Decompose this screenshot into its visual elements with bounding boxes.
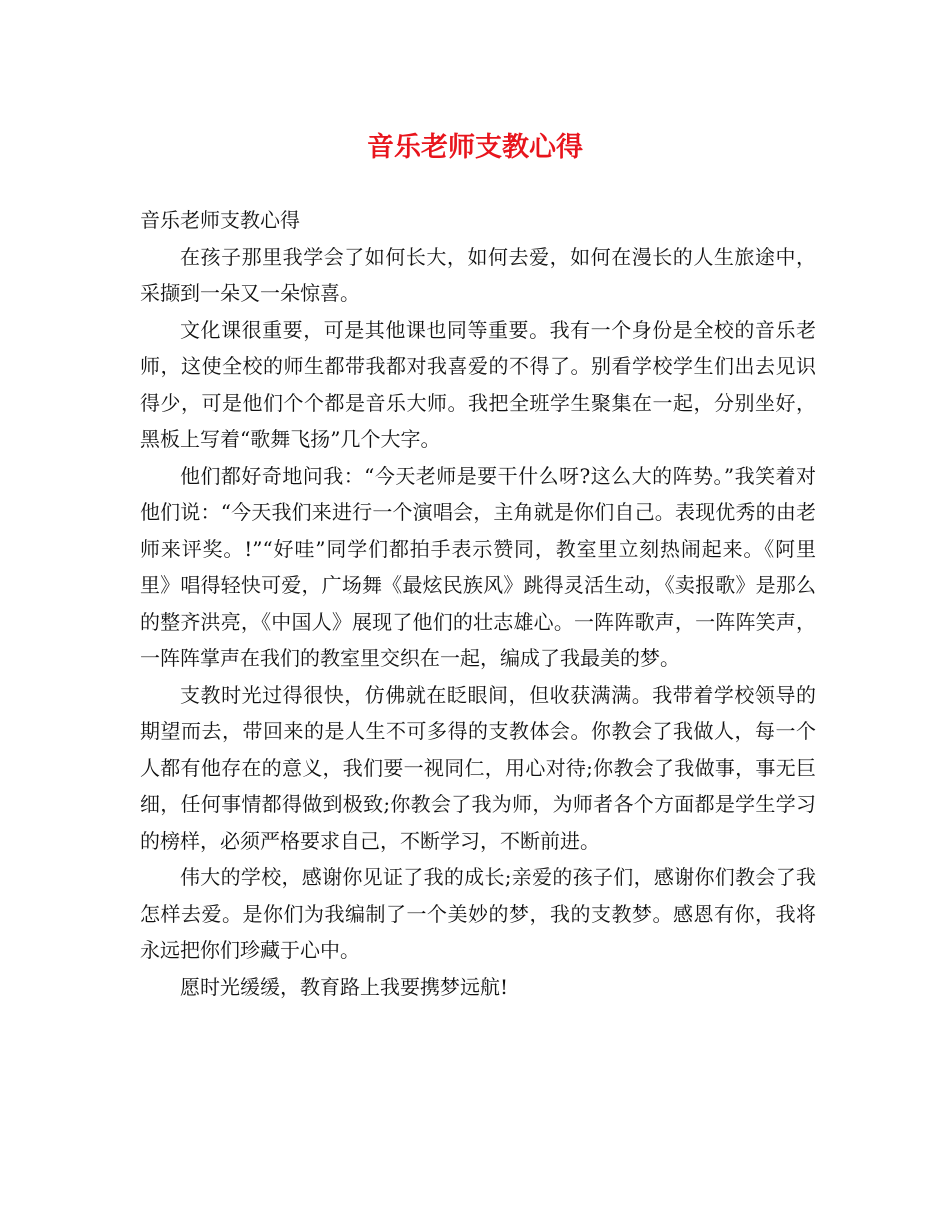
document-subtitle: 音乐老师支教心得 (140, 208, 300, 232)
paragraph: 文化课很重要，可是其他课也同等重要。我有一个身份是全校的音乐老师，这使全校的师生都带我都对我喜爱的不得了。别看学校学生们出去见识得少，可是他们个个都是音乐大师。我把全班学生聚集在一起，分别坐好，黑板上写着“歌舞飞扬”几个大字。 (140, 317, 816, 451)
paragraph: 在孩子那里我学会了如何长大，如何去爱，如何在漫长的人生旅途中，采撷到一朵又一朵惊喜。 (140, 244, 816, 305)
document-title: 音乐老师支教心得 (367, 132, 583, 163)
paragraph: 愿时光缓缓，教育路上我要携梦远航! (180, 974, 509, 999)
paragraph: 伟大的学校，感谢你见证了我的成长;亲爱的孩子们，感谢你们教会了我怎样去爱。是你们为我编制了一个美妙的梦，我的支教梦。感恩有你，我将永远把你们珍藏于心中。 (140, 865, 816, 962)
document-body (140, 202, 816, 1005)
paragraph: 他们都好奇地问我：“今天老师是要干什么呀?这么大的阵势。”我笑着对他们说：“今天我们来进行一个演唱会，主角就是你们自己。表现优秀的由老师来评奖。!”“好哇”同学们都拍手表示赞同，教室里立刻热闹起来。《阿里里》唱得轻快可爱，广场舞《最炫民族风》跳得灵活生动，《卖报歌》是那么的整齐洪亮，《中国人》展现了他们的壮志雄心。一阵阵歌声，一阵阵笑声，一阵阵掌声在我们的教室里交织在一起，编成了我最美的梦。 (140, 463, 816, 670)
paragraph: 支教时光过得很快，仿佛就在眨眼间，但收获满满。我带着学校领导的期望而去，带回来的是人生不可多得的支教体会。你教会了我做人，每一个人都有他存在的意义，我们要一视同仁，用心对待;你教会了我做事，事无巨细，任何事情都得做到极致;你教会了我为师，为师者各个方面都是学生学习的榜样，必须严格要求自己，不断学习，不断前进。 (140, 682, 816, 853)
